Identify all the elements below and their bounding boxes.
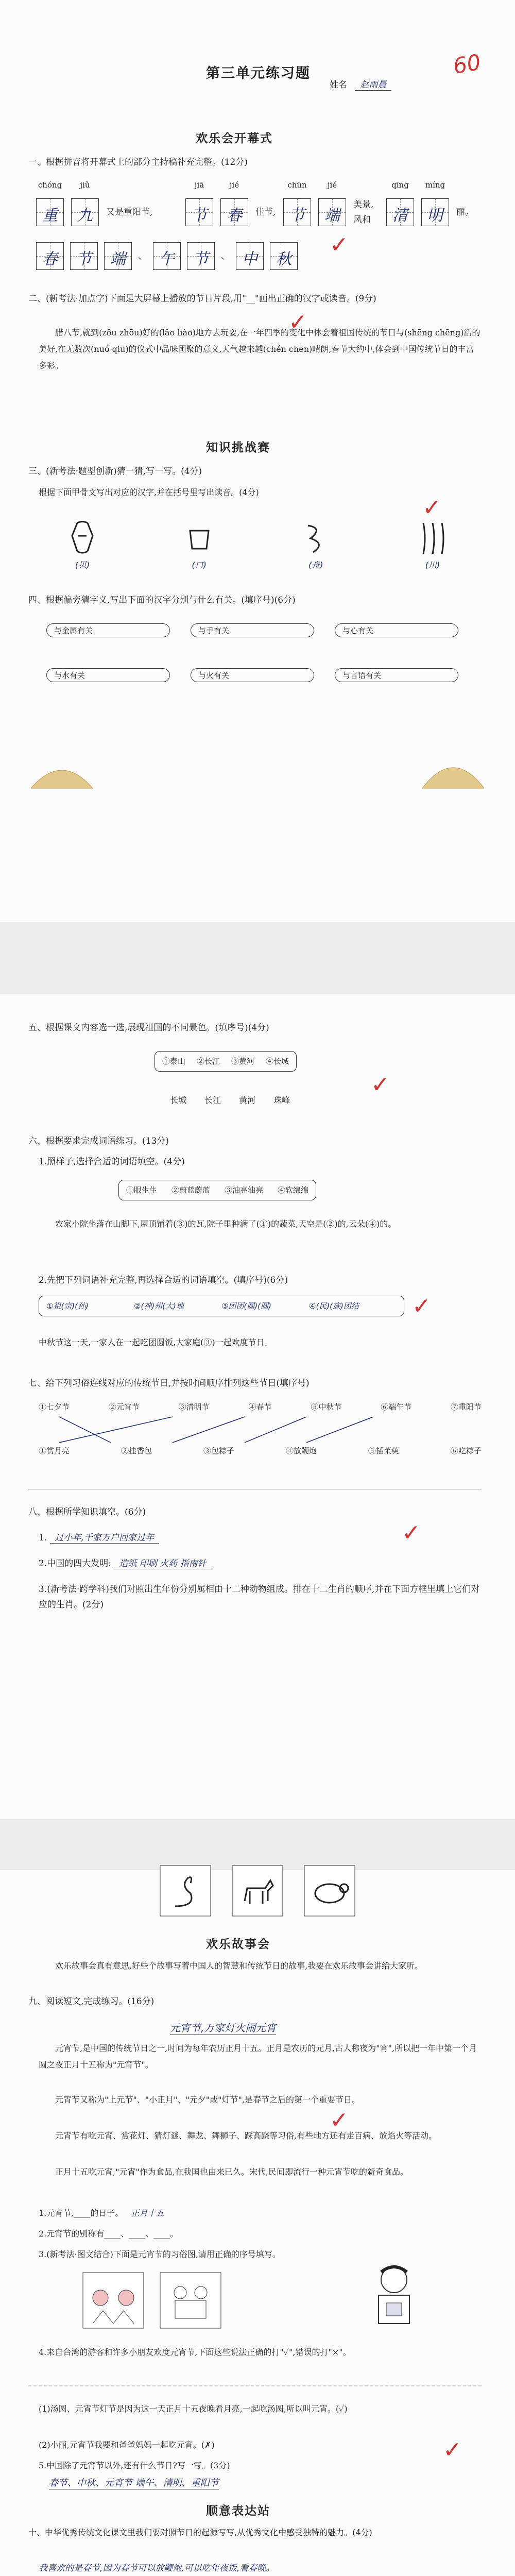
q7-match-lines [39, 1414, 482, 1445]
q1-char-row-1: 重 九 又是重阳节, 节 春 佳节, 节 端 美景,风和 清 明 丽。 [36, 197, 474, 228]
check-mark: ✓ [443, 2437, 462, 2463]
check-mark: ✓ [371, 1072, 390, 1098]
q6-1-passage: 农家小院坐落在山脚下,屋顶铺着(③)的瓦,院子里种满了(①)的蔬菜,天空是(②)的,云朵(④)的。 [55, 1219, 397, 1229]
question-6-1: 1.照样子,选择合适的词语填空。(4分) [39, 1157, 185, 1167]
question-6-2: 2.先把下列词语补充完整,再选择合适的词语填空。(填序号)(6分) [39, 1275, 288, 1285]
page-gap [0, 1819, 515, 1870]
oracle-kou-icon [184, 520, 215, 556]
question-5: 五、根据课文内容选一选,展现祖国的不同景色。(填序号)(4分) [28, 1023, 269, 1033]
tian-cell[interactable]: 秋 [270, 242, 298, 270]
story-intro: 欢乐故事会真有意思,好些个故事写着中国人的智慧和传统节日的故事,我要在欢乐故事会讲给大家听。 [55, 1961, 423, 1971]
q4-pill-row [46, 623, 474, 682]
lantern-picture-icon [82, 2272, 144, 2329]
check-mark: ✓ [330, 2107, 349, 2133]
question-8: 八、根据所学知识填空。(6分) [28, 1507, 146, 1517]
judge-3-answer: 春节、中秋、元宵节 端午、清明、重阳节 [49, 2476, 219, 2489]
option-pill[interactable]: 与手有关 [191, 623, 314, 637]
name-value: 赵雨晨 [355, 80, 391, 91]
question-10-answer: 我喜欢的是春节,因为春节可以放鞭炮,可以吃年夜饭,看春晚。 [39, 2561, 482, 2576]
q5-answer-line: 长城 长江 黄河 珠峰 [170, 1095, 290, 1105]
tian-cell[interactable]: 节 [185, 198, 213, 226]
q6-1-options: ①眼生生 ②蔚蓝蔚蓝 ③油亮油亮 ④软绵绵 [118, 1180, 316, 1200]
q8-2-answer: 造纸 印刷 火药 指南针 [114, 1558, 211, 1569]
judge-2: (2)小丽,元宵节我要和爸爸妈妈一起吃元宵。(✗) [39, 2440, 215, 2450]
question-6: 六、根据要求完成词语练习。(13分) [28, 1136, 169, 1146]
snake-icon [160, 1865, 211, 1917]
question-9: 九、阅读短文,完成练习。(16分) [28, 1996, 154, 2007]
check-mark: ✓ [330, 232, 349, 258]
story-question-3: 3.(新考法·图文结合)下面是元宵节的习俗图,请用正确的序号填写。 [39, 2249, 281, 2259]
question-10: 十、中华优秀传统文化课文里我们要对照节日的起源写写,从优秀文化中感受独特的魅力。(4分) [28, 2528, 372, 2537]
zodiac-image-row [160, 1865, 355, 1917]
sheep-icon [304, 1865, 355, 1917]
question-3: 三、(新考法·题型创新)猜一猜,写一写。(4分) [28, 466, 202, 477]
question-8-1: 1. 过小年,千家万户回家过年 [39, 1530, 159, 1546]
story-title: 元宵节,万家灯火闹元宵 [170, 2020, 276, 2035]
question-2: 二、(新考法·加点字)下面是大屏幕上播放的节日片段,用"__"画出正确的汉字或读音。(9分) [28, 294, 376, 304]
tian-cell[interactable]: 节 [70, 242, 98, 270]
q6-2-passage: 中秋节这一天,一家人在一起吃团圆饭,大家庭(③)一起欢度节日。 [39, 1337, 273, 1347]
question-1: 一、根据拼音将开幕式上的部分主持稿补充完整。(12分) [28, 157, 248, 167]
tian-cell[interactable]: 中 [236, 242, 264, 270]
page-gap [0, 922, 515, 994]
section-heading-happy: 欢乐会开幕式 [196, 131, 273, 145]
question-7: 七、给下列习俗连线对应的传统节日,并按时间顺序排列这些节日(填序号) [28, 1378, 310, 1388]
q1-char-row-2: 春 节 端 、 午 节 、 中 秋 [36, 242, 298, 270]
story-paragraph-3: 元宵节有吃元宵、赏花灯、猜灯谜、舞龙、舞狮子、踩高跷等习俗,有些地方还有走百病、放焰火等活动。 [55, 2131, 437, 2141]
option-pill[interactable]: 与心有关 [335, 623, 458, 637]
oracle-bei-icon [67, 520, 98, 556]
name-label: 姓名 赵雨晨 [330, 77, 391, 93]
story-question-1: 1.元宵节,____的日子。 正月十五 [39, 2208, 164, 2218]
tian-cell[interactable]: 春 [36, 242, 64, 270]
story-question-4: 4.来自台湾的游客和许多小朋友欢度元宵节,下面这些说法正确的打"✓",错误的打"×"。 [39, 2347, 351, 2357]
q1-pinyin-row-1: chóng jiǔ jiā jié chūn jié qīng míng [38, 180, 445, 190]
option-pill[interactable]: 与金属有关 [46, 623, 170, 637]
check-mark: ✓ [288, 309, 307, 335]
question-8-3: 3.(新考法·跨学科)我们对照出生年份分别属相由十二种动物组成。排在十二生肖的顺序,并在下面方框里填上它们对应的生肖。(2分) [39, 1584, 480, 1610]
sand-pile-illustration [31, 732, 484, 793]
story-paragraph-1: 元宵节,是中国的传统节日之一,时间为每年农历正月十五。正月是农历的元月,古人称夜为"宵",所以把一年中第一个月圆之夜正月十五称为"元宵节"。 [39, 2043, 477, 2070]
story-paragraph-4: 正月十五吃元宵,"元宵"作为食品,在我国也由来已久。宋代,民间即流行一种元宵节吃的新奇食品。 [55, 2167, 408, 2177]
judge-1: (1)汤圆、元宵节灯节是因为这一天正月十五夜晚看月亮,一起吃汤圆,所以叫元宵。(✓) [39, 2404, 348, 2414]
check-mark: ✓ [422, 495, 441, 521]
horse-icon [232, 1865, 283, 1917]
tian-cell[interactable]: 节 [187, 242, 215, 270]
q8-1-answer: 过小年,千家万户回家过年 [50, 1533, 159, 1544]
worksheet-page-3 [0, 1870, 515, 2576]
question-3-instructions: 根据下面甲骨文写出对应的汉字,并在括号里写出读音。(4分) [39, 487, 259, 497]
option-pill[interactable]: 与言语有关 [335, 668, 458, 682]
check-mark: ✓ [412, 1293, 431, 1319]
tian-cell[interactable]: 九 [71, 198, 99, 226]
child-reading-icon [360, 2262, 427, 2334]
story-question-2: 2.元宵节的别称有____、____、____。 [39, 2229, 179, 2239]
question-4: 四、根据偏旁猜字义,写出下面的汉字分别与什么有关。(填序号)(6分) [28, 595, 296, 605]
q7-festival-row: ①七夕节 ②元宵节 ③清明节 ④春节 ⑤中秋节 ⑥端午节 ⑦重阳节 [39, 1402, 482, 1412]
q7-custom-row: ①赏月亮 ②挂香包 ③包粽子 ④放鞭炮 ⑤插茱萸 ⑥吃粽子 [39, 1446, 482, 1455]
tian-cell[interactable]: 午 [153, 242, 181, 270]
oracle-glyph-row: (贝) (口) (舟) (川) [52, 520, 464, 570]
worksheet-page-2 [0, 994, 515, 1819]
tian-cell[interactable]: 重 [36, 198, 64, 226]
oracle-chuan-icon [417, 520, 448, 556]
q5-options: ①泰山 ②长江 ③黄河 ④长城 [154, 1051, 297, 1072]
judge-3: 5.中国除了元宵节以外,还有什么节日?写一写。(3分) [39, 2461, 230, 2470]
question-2-passage: 腊八节,就到(zōu zhōu)好的(lǎo liào)地方去玩耍,在一年四季的变化中体会着祖国传统的节日与(shēng chēng)活的美好,在无数次(nuó qiū)的仪式中品味团聚的意义,天气越来越(chén chēn)晴朗,春节大约中,体会到中国传统节日的丰富多彩。 [39, 328, 480, 370]
divider [28, 2385, 482, 2386]
q6-2-options: ①祖(宗)(孙) ②(神)州(大)地 ③团团(圆)(圆) ④(民)(族)团结 [39, 1296, 404, 1316]
page-title: 第三单元练习题 [206, 65, 311, 81]
section-heading-story: 欢乐故事会 [206, 1937, 270, 1951]
custom-picture-row [82, 2272, 221, 2329]
question-8-2: 2.中国的四大发明: 造纸 印刷 火药 指南针 [39, 1556, 212, 1571]
option-pill[interactable]: 与火有关 [191, 668, 314, 682]
tian-cell[interactable]: 明 [421, 198, 449, 226]
option-pill[interactable]: 与水有关 [46, 668, 170, 682]
score-mark: 60 [451, 49, 483, 79]
section-heading-write: 顺意表达站 [206, 2504, 270, 2518]
child-illustration [360, 2262, 427, 2336]
tian-cell[interactable]: 节 [283, 198, 311, 226]
tian-cell[interactable]: 春 [220, 198, 248, 226]
section-heading-knowledge: 知识挑战赛 [206, 440, 270, 454]
worksheet-page-1 [0, 0, 515, 922]
family-picture-icon [160, 2272, 221, 2329]
check-mark: ✓ [402, 1520, 421, 1546]
oracle-zhou-icon [300, 520, 331, 556]
story-paragraph-2: 元宵节又称为"上元节"、"小正月"、"元夕"或"灯节",是春节之后的第一个重要节日。 [55, 2095, 360, 2105]
tian-cell[interactable]: 清 [386, 198, 414, 226]
tian-cell[interactable]: 端 [104, 242, 132, 270]
tian-cell[interactable]: 端 [318, 198, 346, 226]
